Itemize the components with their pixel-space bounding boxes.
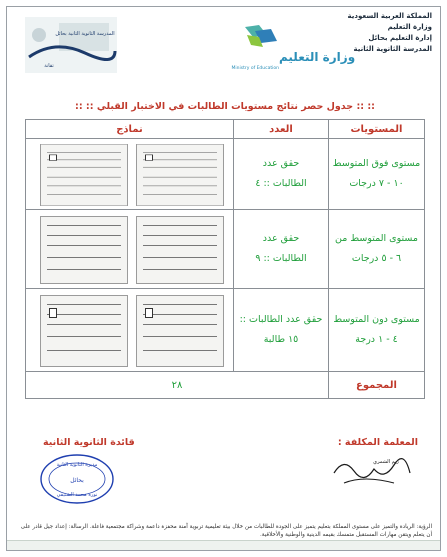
vision-statement: الرؤية: الريادة والتميز على مستوى المملكة بتعليم يتميز على الجودة للطالبات من خلال بيئة تعليمية تربوية آمنة محفزة داعمة وشراكة مجتمعية فاعلة. الرسالة: إعداد جيل قادر على أن يتعلم ويتقن مهارات المستقبل متمسك بقيمه الدينية والوطنية والأخلاقية.: [20, 524, 432, 538]
sample-paper-image: [136, 144, 224, 206]
count-value: ١٥ طالبة: [263, 334, 299, 345]
leader-label: قائدة الثانوية الثانية: [43, 437, 135, 448]
level-cell: [328, 209, 425, 289]
teacher-signature: [324, 453, 414, 493]
level-range: ١٠ - ٧ درجات: [349, 178, 404, 189]
level-name: مستوى دون المتوسط: [333, 314, 420, 325]
count-label: حقق عدد: [262, 233, 300, 244]
school-stamp: [37, 451, 117, 507]
total-value: ٢٨: [25, 371, 329, 399]
header-count: العدد: [233, 119, 329, 139]
level-cell: [328, 138, 425, 210]
bottom-strip: [7, 540, 440, 550]
moe-logo-text: وزارة التعليم: [279, 50, 356, 64]
sample-paper-image: [40, 216, 128, 284]
count-value: الطالبات :: ٩: [255, 253, 307, 264]
sample-paper-image: [40, 144, 128, 206]
samples-cell: [25, 288, 234, 372]
leader-name: نورة محمد الشنيفي: [56, 492, 98, 498]
moe-logo-subtext: Ministry of Education: [231, 66, 279, 71]
count-value: الطالبات :: ٤: [255, 178, 307, 189]
total-label: المجموع: [328, 371, 425, 399]
level-range: ٦ - ٥ درجات: [351, 253, 402, 264]
level-range: ٤ - ١ درجة: [355, 334, 398, 345]
sample-paper-image: [136, 295, 224, 367]
level-name: مستوى فوق المتوسط: [332, 158, 421, 169]
stamp-text: مديرة الثانوية الثانية: [56, 462, 98, 468]
samples-cell: [25, 138, 234, 210]
count-label: حقق عدد: [262, 158, 300, 169]
sample-paper-image: [40, 295, 128, 367]
header-line: المدرسة الثانوية الثانية: [353, 45, 432, 53]
level-name: مستوى المتوسط من: [335, 233, 418, 244]
school-logo: [25, 17, 117, 73]
title-decoration: :: ::: [75, 101, 94, 112]
school-logo-text: المدرسة الثانوية الثانية بحائل: [55, 31, 115, 37]
samples-cell: [25, 209, 234, 289]
count-cell: [233, 138, 329, 210]
count-cell: [233, 209, 329, 289]
ministry-header: [348, 11, 432, 55]
title-text: جدول حصر نتائج مستويات الطالبات في الاختبار القبلي: [96, 101, 354, 112]
header-samples: نماذج: [25, 119, 234, 139]
table-title: [25, 101, 425, 112]
level-cell: [328, 288, 425, 372]
sample-paper-image: [136, 216, 224, 284]
document-page: [6, 6, 441, 551]
header-line: وزارة التعليم: [387, 23, 432, 31]
teacher-label: المعلمة المكلفة :: [337, 437, 418, 448]
count-cell: [233, 288, 329, 372]
ministry-of-education-logo: [167, 21, 356, 73]
count-label: حقق عدد الطالبات ::: [239, 314, 323, 325]
school-logo-subtext: تقانة: [44, 63, 54, 69]
teacher-name: ريم الشمري: [373, 459, 399, 465]
header-line: المملكة العربية السعودية: [347, 12, 432, 20]
stamp-text: بحائل: [70, 477, 84, 484]
title-decoration: :: ::: [356, 101, 375, 112]
header-levels: المستويات: [328, 119, 425, 139]
header-line: إدارة التعليم بحائل: [368, 34, 432, 42]
